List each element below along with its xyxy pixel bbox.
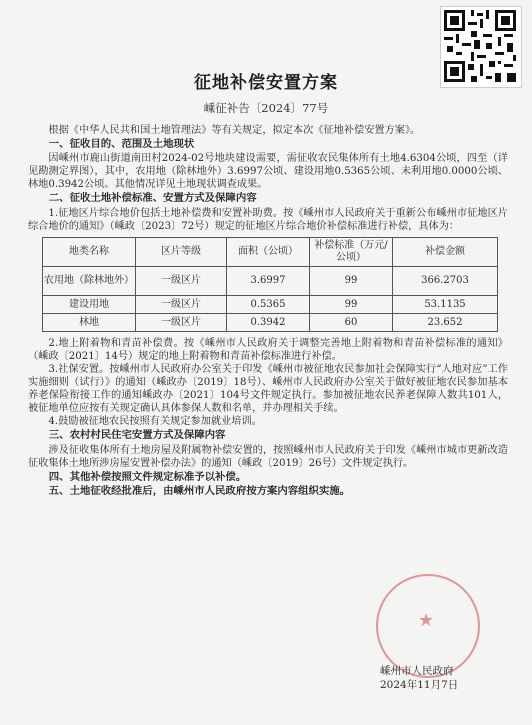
table-header-cell: 地类名称	[43, 237, 136, 266]
table-cell: 60	[310, 313, 393, 331]
section-4-heading: 四、其他补偿按照文件规定标准予以补偿。	[48, 470, 247, 483]
table-cell: 366.2703	[393, 266, 498, 295]
section-2-item-3: 3.社保安置。按嵊州市人民政府办公室关于印发《嵊州市被征地农民参加社会保障实行“人地对应”工作实施细则（试行）》的通知（嵊政办〔2019〕18号）、嵊州市人民政府办公室关于做好被征地农民参加基本养老保险衔接工作的通知嵊政办〔2021〕104号文件规定执行。参加被征地农民养老保障人数共101人，被征地单位应按有关规定确认具体参保人数和名单，并办理相关手续。	[28, 363, 508, 415]
compensation-table	[42, 237, 498, 332]
section-1-text: 因嵊州市鹿山街道南田村2024-02号地块建设需要，需征收农民集体所有土地4.6304公顷，四至（详见勘测定界图），其中，农用地（除林地外）3.6997公顷、建设用地0.5365公顷、未利用地0.0000公顷、林地0.3942公顷。其他情况详见土地现状调查成果。	[28, 153, 508, 191]
signer-name: 嵊州市人民政府	[380, 665, 454, 677]
table-header-cell: 补偿标准（万元/公顷）	[310, 237, 393, 266]
table-cell: 0.3942	[227, 313, 310, 331]
table-cell: 建设用地	[43, 295, 136, 313]
table-header-cell: 面积（公顷）	[227, 237, 310, 266]
document-title: 征地补偿安置方案	[194, 73, 338, 93]
section-2-heading: 二、征收土地补偿标准、安置方式及保障内容	[48, 192, 257, 205]
section-3-text: 涉及征收集体所有土地房屋及附属物补偿安置的，按照嵊州市人民政府关于印发《嵊州市城市更新改造征收集体土地所涉房屋安置补偿办法》的通知（嵊政〔2019〕26号）文件规定执行。	[28, 444, 508, 469]
section-3-heading: 三、农村村民住宅安置方式及保障内容	[48, 429, 226, 442]
table-cell: 林地	[43, 313, 136, 331]
table-header-cell: 区片等级	[136, 237, 227, 266]
section-2-item-1: 1.征地区片综合地价包括土地补偿费和安置补助费。按《嵊州市人民政府关于重新公布嵊州市征地区片综合地价的通知》（嵊政〔2023〕72号）规定的征地区片综合地价补偿标准进行补偿，具体为：	[28, 207, 508, 232]
signature-block	[380, 664, 458, 692]
table-cell: 一级区片	[136, 313, 227, 331]
section-2-item-4: 4.鼓励被征地农民按照有关规定参加就业培训。	[48, 416, 262, 428]
document-number: 嵊征补告〔2024〕77号	[203, 101, 329, 115]
table-cell: 0.5365	[227, 295, 310, 313]
section-1-heading: 一、征收目的、范围及土地现状	[48, 138, 195, 151]
table-cell: 3.6997	[227, 266, 310, 295]
table-cell: 一级区片	[136, 295, 227, 313]
intro-paragraph: 根据《中华人民共和国土地管理法》等有关规定，拟定本次《征地补偿安置方案》。	[48, 125, 421, 136]
table-header-row	[43, 237, 498, 266]
table-row	[43, 295, 498, 313]
table-header-cell: 补偿金额	[393, 237, 498, 266]
seal-star-icon: ★	[418, 610, 435, 631]
table-cell: 农用地（除林地外）	[43, 266, 136, 295]
table-row	[43, 266, 498, 295]
table-cell: 53.1135	[393, 295, 498, 313]
table-cell: 一级区片	[136, 266, 227, 295]
section-2-item-2: 2.地上附着物和青苗补偿费。按《嵊州市人民政府关于调整完善地上附着物和青苗补偿标准的通知》（嵊政〔2021〕14号）规定的地上附着物和青苗补偿标准进行补偿。	[28, 337, 508, 362]
table-cell: 23.652	[393, 313, 498, 331]
signing-date: 2024年11月7日	[380, 679, 459, 691]
table-cell: 99	[310, 266, 393, 295]
table-cell: 99	[310, 295, 393, 313]
document-body	[28, 124, 508, 499]
table-row	[43, 313, 498, 331]
section-5-heading: 五、土地征收经批准后，由嵊州市人民政府按方案内容组织实施。	[48, 484, 351, 497]
